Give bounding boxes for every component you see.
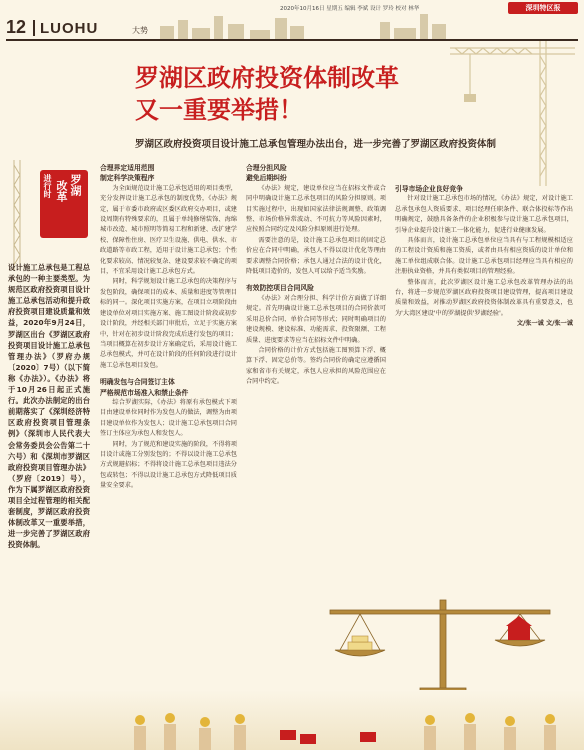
byline: 文/张一诚 文/张一诚: [516, 320, 573, 328]
issue-date-line: 2020年10月16日 星期五 编辑 李斌 设计 罗玲 校对 林华: [280, 6, 420, 12]
section-heading: 明确发包与合同签订主体 严格规范市场准入和禁止条件: [100, 378, 189, 397]
paragraph: 合同价格的计价方式包括施工图预算下浮、概算下浮、固定总价等。签约合同价的确定应遵循国家和省市有关规定，承包人应承担的风险范围应在合同中约定。: [246, 346, 386, 386]
section-name-chinese: 大势: [132, 26, 148, 35]
headline-line-2: 又一重要举措！: [135, 96, 303, 124]
paragraph: 《办法》规定，建设单位应当在招标文件或合同中明确设计施工总承包项目的风险分担原则。项目实施过程中，出现如国家法律法规调整、政策调整、市场价格异常波动、不可抗力等风险因素时，应按照合同约定及风险分担原则进行处理。: [246, 184, 386, 234]
seal-text-2: 改革: [55, 180, 68, 202]
paragraph: 同时，为了规范和建设实施的阶段，不得将项目设计或施工分别发包的；不得以设计施工总承包方式规避招标；不得将设计施工总承包项目违法分包或转包；不得以设计施工总承包方式降低项目质量安全要求。: [100, 440, 237, 490]
section-heading: 合理界定适用范围 制定科学决策程序: [100, 164, 155, 183]
paragraph: 《办法》对合理分担、科学计价方面做了详细规定。首先明确设计施工总承包项目的合同价款可采用总价合同、单价合同等形式；同时明确项目的建设规模、建设标准、功能需求、投资限额、工程质量、进度要求等应当在招标文件中明确。: [246, 294, 386, 344]
page-number: 12: [6, 17, 27, 37]
article-column-3: [395, 163, 573, 330]
section-heading: 有效防控项目合同风险: [246, 284, 314, 293]
paragraph: 同时，科学规划设计施工总承包的决策程序与发包阶段，确保项目的成本、质量和进度等管理目标的同一。深化项目实施方案，在项目立项阶段由建设单位对项目实施方案、施工图设计阶段或初步设计阶段，并经相关部门审批后，立足于实施方案中，针对在初步设计阶段完成后进行发包的项目；当项目概算在初步设计方案确定后，采用设计施工总承包模式，并可在设计阶段的任何阶段进行设计施工总承包项目发包。: [100, 278, 237, 369]
seal-text-3: 进行时: [43, 174, 52, 198]
paragraph: 整体而言，此次罗湖区设计施工总承包改革管理办法的出台，将进一步规范罗湖区政府投资项目建设管理，提高项目建设质量和效益，对推动罗湖区政府投资体制改革具有重要意义，也为'大湾区建设'中的罗湖提供'罗湖经验'。: [395, 278, 573, 317]
article-intro: 设计施工总承包是工程总承包的一种主要类型。为规范区政府投资项目设计施工总承包活动和提升政府投资项目建设质量和效益，2020年9月24日，罗湖区出台《罗湖区政府投资项目设计施工总承包管理办法》（罗府办规〔2020〕7号）（以下简称《办法》）。《办法》将于10月26日起正式施行。此次办法制定的出台前期落实了《深圳经济特区政府投资项目管理条例》（深圳市人民代表大会常务委员会公告第二十六号）和《深圳市罗湖区政府投资项目管理办法》（罗府〔2019〕号），作为下属罗湖区政府投资项目全过程管理的相关配套制度，罗湖区政府投资体制改革又一重要举措，进一步完善了罗湖区政府投资体制。: [8, 263, 90, 550]
article-column-1: [100, 163, 237, 492]
paragraph: 针对设计施工总承包市场的情况，《办法》规定，对设计施工总承包承包人资质要求、项目经理任职条件、联合体投标等作出明确规定，鼓励具备条件的企业积极参与设计施工总承包项目，引导企业提升设计施工一体化能力，促进行业健康发展。: [395, 195, 573, 234]
paragraph: 需要注意的是，设计施工总承包项目的固定总价应在合同中明确，承包人不得以设计优化等理由要求调整合同价格；承包人通过合法的设计优化，降低项目造价的，发包人可以给予适当奖励。: [246, 236, 386, 276]
paragraph: 综合罗湖实际，《办法》将原有承包模式下项目由建设单位同时作为发包人的做法，调整为由项目建设单位作为发包人；设计施工总承包项目合同签订主体应为承包人和发包人。: [100, 398, 237, 438]
left-crane-illustration: [6, 160, 40, 270]
seal-text-1: 罗湖: [69, 174, 82, 196]
paragraph: 为全面规范设计施工总承包适用的项目类型，充分发挥设计施工总承包的制度优势，《办法》规定，属于市委市政府或区委区政府交办项目，或建设周期有特殊要求的，且属于单纯修缮装饰、海绵城市改造、城市照明等简易工程和新建、改扩建学校、保障性住房、医疗卫生设施、供电、供水、市政道路等市政工程，适用于设计施工总承包；个性化要求较高、情况较复杂、建设要求较不确定的项目，不宜采用设计施工总承包方式。: [100, 184, 237, 276]
headline: [135, 62, 535, 126]
header-divider: [33, 20, 35, 36]
article-column-2: [246, 163, 386, 388]
column-seal: [40, 170, 88, 238]
newspaper-brand-badge: 深圳特区报: [508, 2, 578, 14]
paragraph: 具体而言，设计施工总承包单位应当具有与工程规模相适应的工程设计资质和施工资质，或者由具有相应资质的设计单位和施工单位组成联合体。设计施工总承包项目经理应当具有相应的注册执业资格，并具有类似项目的管理经验。: [395, 237, 573, 276]
section-name-english: LUOHU: [40, 20, 99, 37]
section-heading: 合理分担风险 避免后期纠纷: [246, 164, 287, 183]
section-heading: 引导市场企业良好竞争: [395, 185, 463, 193]
headline-line-1: 罗湖区政府投资体制改革: [135, 64, 399, 92]
workers-crowd-illustration: [100, 700, 580, 750]
subtitle: 罗湖区政府投资项目设计施工总承包管理办法出台，进一步完善了罗湖区政府投资体制: [135, 139, 497, 150]
